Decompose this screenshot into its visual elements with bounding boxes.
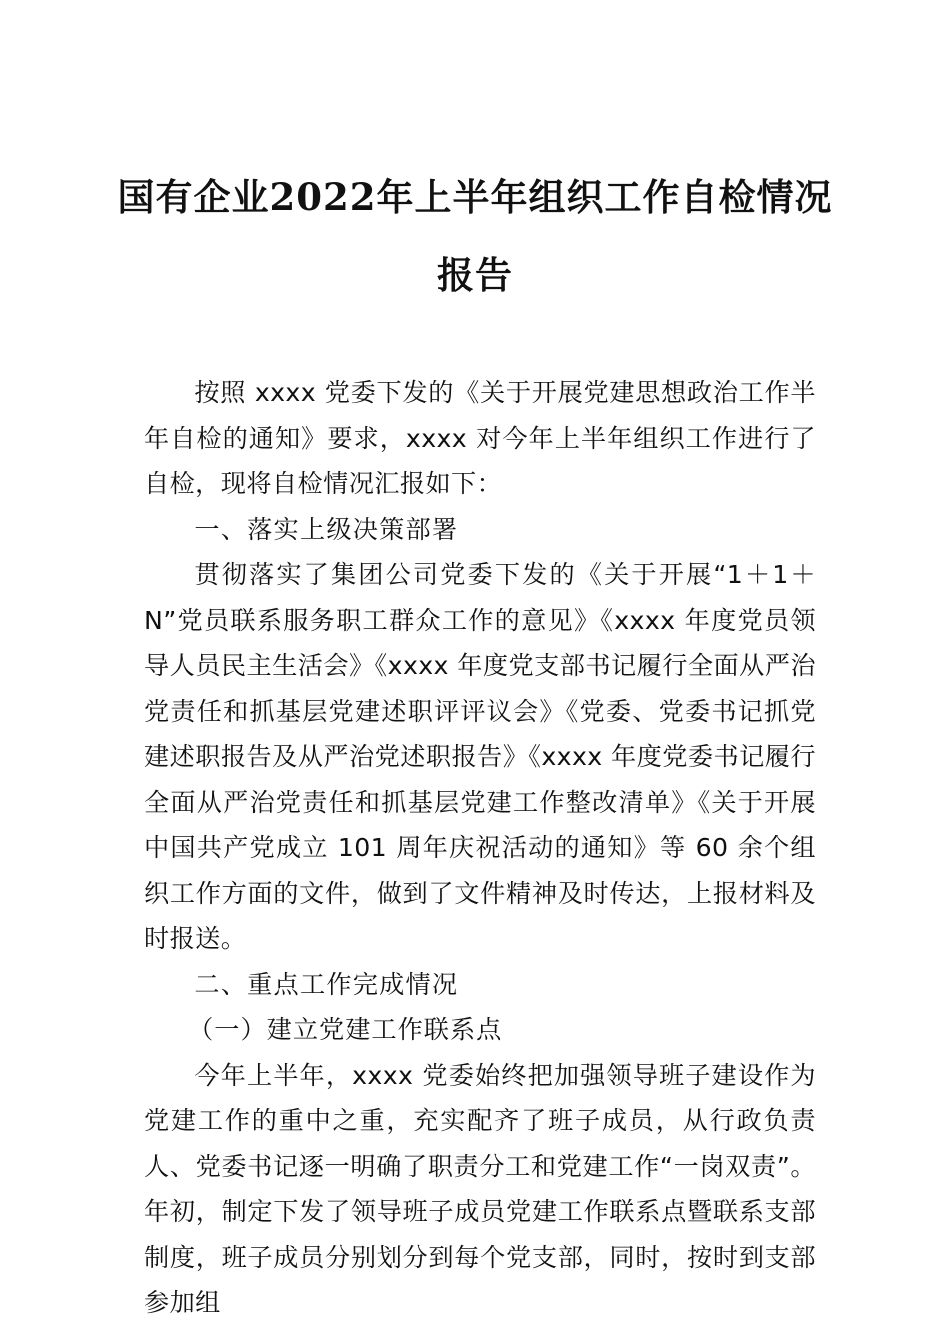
section1-paragraph: 贯彻落实了集团公司党委下发的《关于开展“1＋1＋N”党员联系服务职工群众工作的意见》《xxxx 年度党员领导人员民主生活会》《xxxx 年度党支部书记履行全面从严治党责任和抓基层党建述职评评议会》《党委、党委书记抓党建述职报告及从严治党述职报告》《xxxx 年度党委书记履行全面从严治党责任和抓基层党建工作整改清单》《关于开展中国共产党成立 101 周年庆祝活动的通知》等 60 余个组织工作方面的文件，做到了文件精神及时传达，上报材料及时报送。: [144, 560, 816, 953]
section2-paragraph: 今年上半年，xxxx 党委始终把加强领导班子建设作为党建工作的重中之重，充实配齐了班子成员，从行政负责人、党委书记逐一明确了职责分工和党建工作“一岗双责”。年初，制定下发了领导班子成员党建工作联系点暨联系支部制度，班子成员分别划分到每个党支部，同时，按时到支部参加组: [144, 1060, 816, 1317]
section1-heading: 一、落实上级决策部署: [194, 514, 459, 544]
document-title-line1: 国有企业2022年上半年组织工作自检情况: [117, 175, 833, 219]
intro-paragraph: 按照 xxxx 党委下发的《关于开展党建思想政治工作半年自检的通知》要求，xxxx 对今年上半年组织工作进行了自检，现将自检情况汇报如下：: [144, 378, 816, 498]
section2-subheading-1: （一）建立党建工作联系点: [188, 1015, 503, 1044]
document-body: [144, 370, 816, 1326]
document-title-line2: 报告: [437, 253, 513, 297]
section2-heading: 二、重点工作完成情况: [194, 969, 459, 999]
